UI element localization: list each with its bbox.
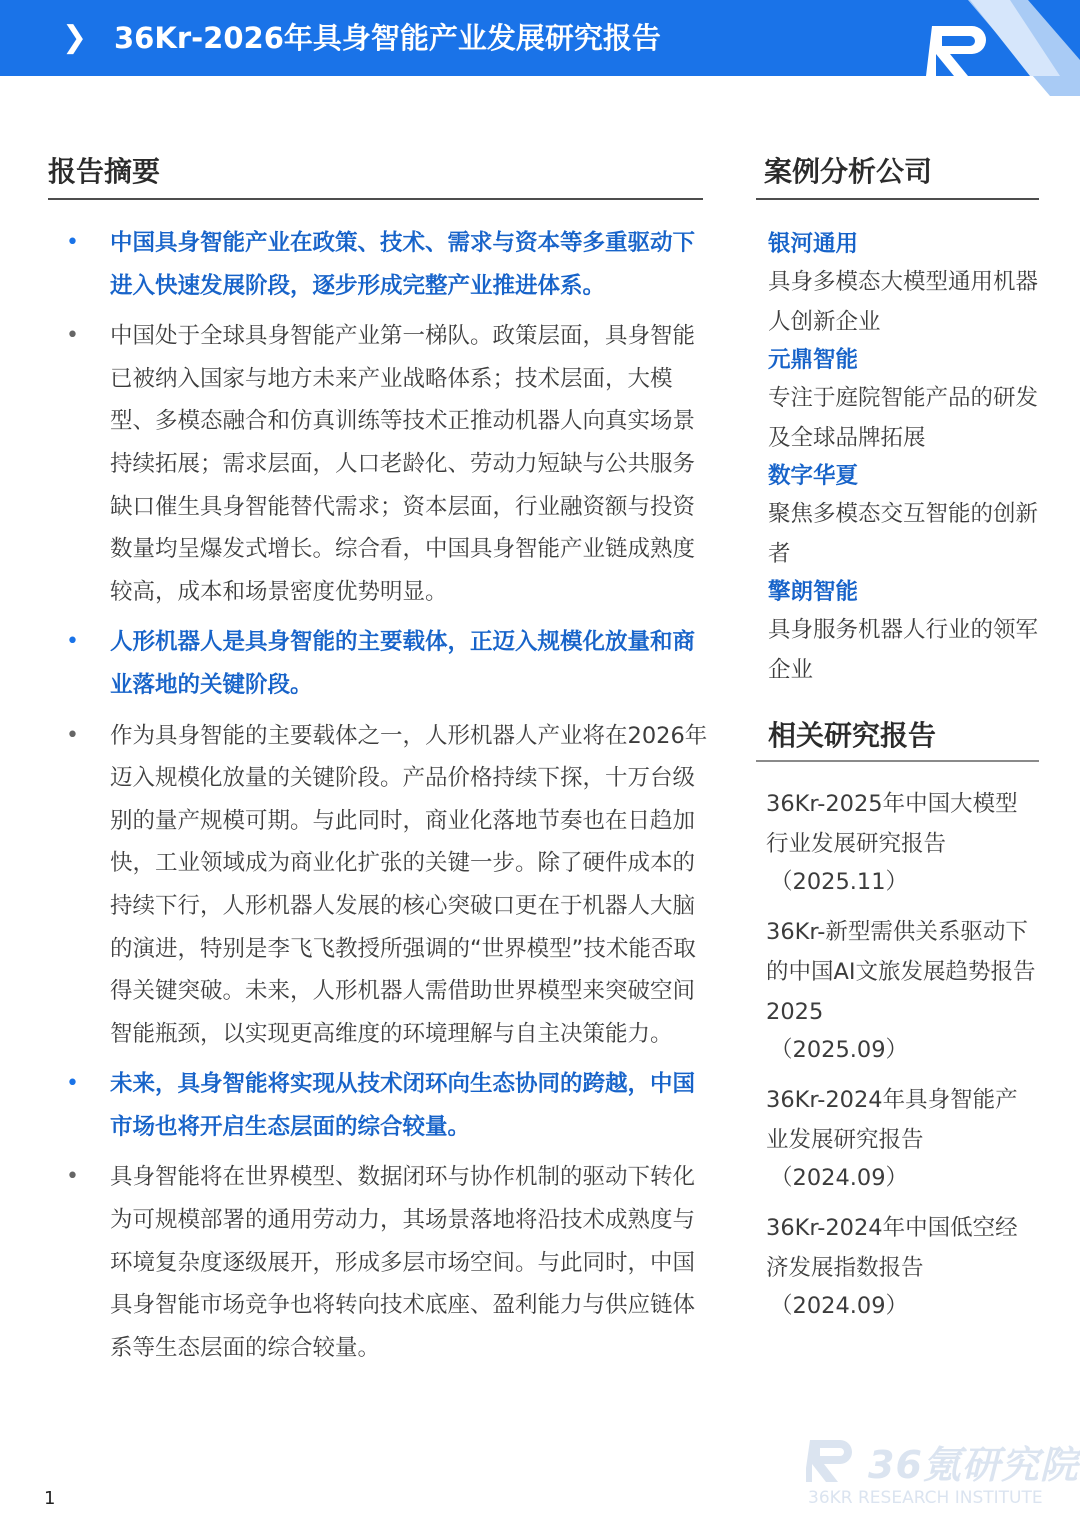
summary-item-text: 中国处于全球具身智能产业第一梯队。政策层面，具身智能已被纳入国家与地方未来产业战略体系；技术层面，大模型、多模态融合和仿真训练等技术正推动机器人向真实场景持续拓展；需求层面，人口老龄化、劳动力短缺与公共服务缺口催生具身智能替代需求；资本层面，行业融资额与投资数量均呈爆发式增长。综合看，中国具身智能产业链成熟度较高，成本和场景密度优势明显。: [110, 323, 696, 605]
summary-list: [62, 222, 710, 1377]
case-company: [768, 226, 1038, 342]
case-company-name: 擎朗智能: [768, 579, 859, 605]
case-company-desc: 具身多模态大模型通用机器人创新企业: [768, 269, 1039, 335]
report-title: 36Kr-2024年中国低空经济发展指数报告: [766, 1215, 1018, 1281]
bullet-icon: •: [66, 722, 79, 748]
report-date: （2024.09）: [770, 1293, 909, 1319]
related-report-list: [766, 784, 1038, 1336]
related-divider: [756, 760, 1039, 762]
bullet-icon: •: [66, 1071, 79, 1097]
report-date: （2025.11）: [770, 869, 909, 895]
report-title: 36Kr-2024年具身智能产业发展研究报告: [766, 1087, 1018, 1153]
case-company-desc: 具身服务机器人行业的领军企业: [768, 617, 1039, 683]
summary-item: [62, 315, 710, 613]
report-date: （2024.09）: [770, 1165, 909, 1191]
case-company: [768, 574, 1038, 690]
report-date: （2025.09）: [770, 1037, 909, 1063]
case-company-list: [768, 226, 1038, 690]
summary-item-text: 具身智能将在世界模型、数据闭环与协作机制的驱动下转化为可规模部署的通用劳动力，其场景落地将沿技术成熟度与环境复杂度逐级展开，形成多层市场空间。与此同时，中国具身智能市场竞争也将转向技术底座、盈利能力与供应链体系等生态层面的综合较量。: [110, 1164, 696, 1361]
related-report[interactable]: [766, 912, 1038, 1068]
report-title: 36Kr-2026年具身智能产业发展研究报告: [114, 21, 661, 55]
chevron-right-icon: ❯: [62, 20, 88, 55]
bullet-icon: •: [66, 1164, 79, 1190]
cases-heading: 案例分析公司: [764, 155, 933, 188]
summary-heading: 报告摘要: [48, 155, 161, 188]
bullet-icon: •: [66, 230, 79, 255]
report-title: 36Kr-新型需供关系驱动下的中国AI文旅发展趋势报告2025: [766, 919, 1036, 1025]
case-company-name: 数字华夏: [768, 463, 859, 489]
brand-logo-icon: [910, 0, 1080, 96]
page-number: 1: [44, 1488, 56, 1509]
cases-divider: [756, 198, 1039, 200]
case-company-name: 元鼎智能: [768, 347, 859, 373]
summary-item-text: 作为具身智能的主要载体之一，人形机器人产业将在2026年迈入规模化放量的关键阶段。产品价格持续下探，十万台级别的量产规模可期。与此同时，商业化落地节奏也在日趋加快，工业领域成为商业化扩张的关键一步。除了硬件成本的持续下行，人形机器人发展的核心突破口更在于机器人大脑的演进，特别是李飞飞教授所强调的“世界模型”技术能否取得关键突破。未来，人形机器人需借助世界模型来突破空间智能瓶颈，以实现更高维度的环境理解与自主决策能力。: [110, 722, 708, 1047]
report-title: 36Kr-2025年中国大模型行业发展研究报告: [766, 791, 1018, 857]
case-company-name: 银河通用: [768, 231, 859, 257]
summary-divider: [48, 198, 703, 200]
summary-item-text: 人形机器人是具身智能的主要载体，正迈入规模化放量和商业落地的关键阶段。: [110, 629, 696, 698]
watermark-subtext: 36KR RESEARCH INSTITUTE: [808, 1488, 1043, 1508]
bullet-icon: •: [66, 323, 79, 349]
bullet-icon: •: [66, 629, 79, 655]
related-report[interactable]: [766, 1208, 1038, 1324]
summary-item-text: 中国具身智能产业在政策、技术、需求与资本等多重驱动下进入快速发展阶段，逐步形成完整产业推进体系。: [110, 230, 696, 299]
related-report[interactable]: [766, 1080, 1038, 1196]
case-company-desc: 聚焦多模态交互智能的创新者: [768, 501, 1039, 567]
case-company: [768, 342, 1038, 458]
related-heading: 相关研究报告: [768, 719, 937, 752]
watermark-logo-icon: [806, 1434, 862, 1486]
watermark-text: 36氪研究院: [868, 1443, 1079, 1487]
summary-item-text: 未来，具身智能将实现从技术闭环向生态协同的跨越，中国市场也将开启生态层面的综合较量。: [110, 1071, 696, 1140]
summary-item-highlight: [62, 621, 710, 706]
case-company: [768, 458, 1038, 574]
summary-item: [62, 715, 710, 1056]
summary-item-highlight: [62, 1063, 710, 1148]
summary-item: [62, 1156, 710, 1369]
summary-item-highlight: [62, 222, 710, 307]
watermark: [802, 1430, 1079, 1514]
case-company-desc: 专注于庭院智能产品的研发及全球品牌拓展: [768, 385, 1039, 451]
related-report[interactable]: [766, 784, 1038, 900]
